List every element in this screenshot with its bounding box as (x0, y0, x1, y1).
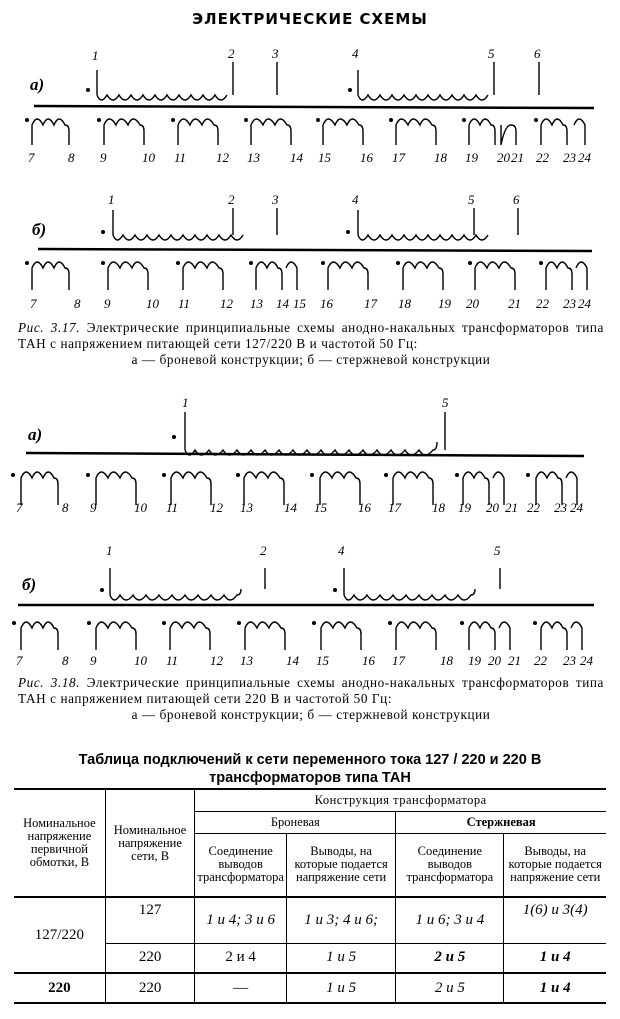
svg-text:21: 21 (511, 150, 524, 165)
svg-text:17: 17 (392, 150, 405, 165)
svg-text:2: 2 (260, 543, 267, 558)
svg-text:21: 21 (508, 653, 521, 668)
cell-armored-connection: 2 и 4 (195, 943, 287, 973)
svg-text:17: 17 (388, 500, 401, 515)
svg-text:23: 23 (563, 653, 576, 668)
svg-text:13: 13 (247, 150, 260, 165)
page-title: ЭЛЕКТРИЧЕСКИЕ СХЕМЫ (192, 10, 428, 28)
svg-text:20: 20 (466, 296, 479, 311)
svg-text:18: 18 (440, 653, 453, 668)
primary-winding-2 (358, 62, 539, 100)
header-primary-voltage: Номинальное напряжение первичной обмотки, В (14, 789, 105, 897)
svg-text:8: 8 (62, 653, 69, 668)
svg-text:21: 21 (508, 296, 521, 311)
table-title-line-2: трансформаторов типа ТАН (209, 770, 411, 786)
svg-text:18: 18 (398, 296, 411, 311)
svg-text:15: 15 (318, 150, 331, 165)
svg-text:16: 16 (358, 500, 371, 515)
svg-text:8: 8 (68, 150, 75, 165)
figure-number: Рис. 3.18. (18, 675, 81, 690)
svg-text:22: 22 (536, 296, 549, 311)
cell-core-terminals: 1 и 4 (504, 973, 606, 1003)
header-armored: Броневая (195, 811, 396, 833)
svg-text:19: 19 (438, 296, 451, 311)
secondary-terminal-labels (28, 150, 592, 165)
svg-text:4: 4 (352, 46, 359, 61)
svg-text:4: 4 (352, 192, 359, 207)
svg-text:5: 5 (468, 192, 475, 207)
svg-text:6: 6 (513, 192, 520, 207)
primary-winding-1 (97, 62, 277, 100)
svg-text:15: 15 (314, 500, 327, 515)
svg-text:22: 22 (527, 500, 540, 515)
svg-text:20: 20 (497, 150, 510, 165)
svg-text:16: 16 (360, 150, 373, 165)
svg-text:8: 8 (74, 296, 81, 311)
header-construction: Конструкция трансформатора (195, 789, 606, 811)
svg-text:1: 1 (106, 543, 113, 558)
svg-text:22: 22 (534, 653, 547, 668)
header-core-connection: Соединение выводов трансформатора (396, 833, 504, 897)
svg-text:5: 5 (442, 395, 449, 410)
schematic-fig17-a (0, 40, 620, 170)
schematic-fig17-b (0, 180, 620, 310)
svg-text:5: 5 (488, 46, 495, 61)
svg-text:11: 11 (178, 296, 191, 311)
svg-text:7: 7 (16, 653, 23, 668)
svg-text:24: 24 (578, 150, 591, 165)
svg-text:10: 10 (142, 150, 155, 165)
svg-text:12: 12 (220, 296, 233, 311)
connection-table (14, 788, 606, 1004)
svg-text:14: 14 (276, 296, 289, 311)
svg-text:13: 13 (250, 296, 263, 311)
cell-core-terminals: 1(6) и 3(4) (504, 897, 606, 943)
svg-text:12: 12 (210, 500, 223, 515)
svg-text:23: 23 (554, 500, 567, 515)
svg-text:13: 13 (240, 500, 253, 515)
svg-text:23: 23 (563, 296, 576, 311)
header-armored-connection: Соединение выводов трансформатора (195, 833, 287, 897)
cell-core-connection: 2 и 5 (396, 943, 504, 973)
cell-armored-connection: 1 и 4; 3 и 6 (195, 897, 287, 943)
label-b: б) (22, 575, 37, 594)
caption-legend: а — броневой конструкции; б — стержневой конструкции (131, 352, 491, 367)
svg-text:11: 11 (174, 150, 187, 165)
svg-text:19: 19 (468, 653, 481, 668)
cell-armored-connection: — (195, 973, 287, 1003)
cell-primary: 127/220 (14, 897, 105, 973)
header-core: Стержневая (396, 811, 606, 833)
cell-core-connection: 2 и 5 (396, 973, 504, 1003)
svg-text:18: 18 (432, 500, 445, 515)
svg-text:21: 21 (505, 500, 518, 515)
label-b: б) (32, 220, 47, 239)
svg-text:19: 19 (465, 150, 478, 165)
svg-text:23: 23 (563, 150, 576, 165)
svg-text:19: 19 (458, 500, 471, 515)
table-row (14, 973, 606, 1003)
cell-armored-terminals: 1 и 5 (286, 943, 395, 973)
svg-text:11: 11 (166, 653, 179, 668)
svg-text:14: 14 (284, 500, 297, 515)
svg-text:15: 15 (316, 653, 329, 668)
svg-text:2: 2 (228, 46, 235, 61)
header-core-terminals: Выводы, на которые подается напряжение сети (504, 833, 606, 897)
cell-armored-terminals: 1 и 5 (286, 973, 395, 1003)
svg-text:2: 2 (228, 192, 235, 207)
svg-text:12: 12 (210, 653, 223, 668)
svg-text:6: 6 (534, 46, 541, 61)
svg-text:18: 18 (434, 150, 447, 165)
figure-number: Рис. 3.17. (18, 320, 81, 335)
core-line (34, 106, 594, 108)
header-network-voltage: Номинальное напряжение сети, В (105, 789, 195, 897)
svg-text:11: 11 (166, 500, 179, 515)
svg-text:10: 10 (134, 653, 147, 668)
svg-text:16: 16 (362, 653, 375, 668)
figure-caption-3-17 (18, 320, 604, 368)
cell-primary: 220 (14, 973, 105, 1003)
svg-text:7: 7 (16, 500, 23, 515)
cell-network: 127 (105, 897, 195, 943)
svg-text:15: 15 (293, 296, 306, 311)
schematic-fig18-b (0, 535, 620, 670)
svg-text:9: 9 (90, 500, 97, 515)
svg-text:7: 7 (30, 296, 37, 311)
svg-text:16: 16 (320, 296, 333, 311)
table-title-line-1: Таблица подключений к сети переменного тока 127 / 220 и 220 В (78, 752, 542, 768)
svg-text:24: 24 (578, 296, 591, 311)
schematic-fig18-a (0, 390, 620, 520)
svg-text:20: 20 (486, 500, 499, 515)
svg-text:1: 1 (182, 395, 189, 410)
svg-text:1: 1 (92, 48, 99, 63)
svg-text:7: 7 (28, 150, 35, 165)
svg-text:3: 3 (272, 46, 279, 61)
caption-text: Электрические принципиальные схемы анодно-накальных трансформаторов типа ТАН с напряжением питающей сети 127/220 В и частотой 50 Гц: (18, 320, 604, 351)
header-armored-terminals: Выводы, на которые подается напряжение сети (286, 833, 395, 897)
svg-text:14: 14 (286, 653, 299, 668)
label-a: а) (30, 75, 45, 94)
svg-text:10: 10 (146, 296, 159, 311)
secondary-coils (32, 119, 585, 145)
svg-text:13: 13 (240, 653, 253, 668)
svg-text:22: 22 (536, 150, 549, 165)
label-a: а) (28, 425, 43, 444)
caption-text: Электрические принципиальные схемы анодно-накальных трансформаторов типа ТАН с напряжением питающей сети 220 В и частотой 50 Гц: (18, 675, 604, 706)
cell-core-connection: 1 и 6; 3 и 4 (396, 897, 504, 943)
svg-text:9: 9 (100, 150, 107, 165)
svg-text:17: 17 (364, 296, 377, 311)
table-row (14, 897, 606, 943)
cell-core-terminals: 1 и 4 (504, 943, 606, 973)
svg-text:3: 3 (272, 192, 279, 207)
svg-text:17: 17 (392, 653, 405, 668)
svg-text:14: 14 (290, 150, 303, 165)
svg-text:20: 20 (488, 653, 501, 668)
svg-text:10: 10 (134, 500, 147, 515)
svg-text:8: 8 (62, 500, 69, 515)
cell-armored-terminals: 1 и 3; 4 и 6; (286, 897, 395, 943)
svg-text:1: 1 (108, 192, 115, 207)
caption-legend: а — броневой конструкции; б — стержневой конструкции (131, 707, 491, 722)
cell-network: 220 (105, 943, 195, 973)
svg-text:24: 24 (580, 653, 593, 668)
table-title (0, 751, 620, 787)
svg-text:9: 9 (104, 296, 111, 311)
svg-text:4: 4 (338, 543, 345, 558)
svg-text:24: 24 (570, 500, 583, 515)
figure-caption-3-18 (18, 675, 604, 723)
cell-network: 220 (105, 973, 195, 1003)
svg-text:12: 12 (216, 150, 229, 165)
svg-text:9: 9 (90, 653, 97, 668)
svg-text:5: 5 (494, 543, 501, 558)
